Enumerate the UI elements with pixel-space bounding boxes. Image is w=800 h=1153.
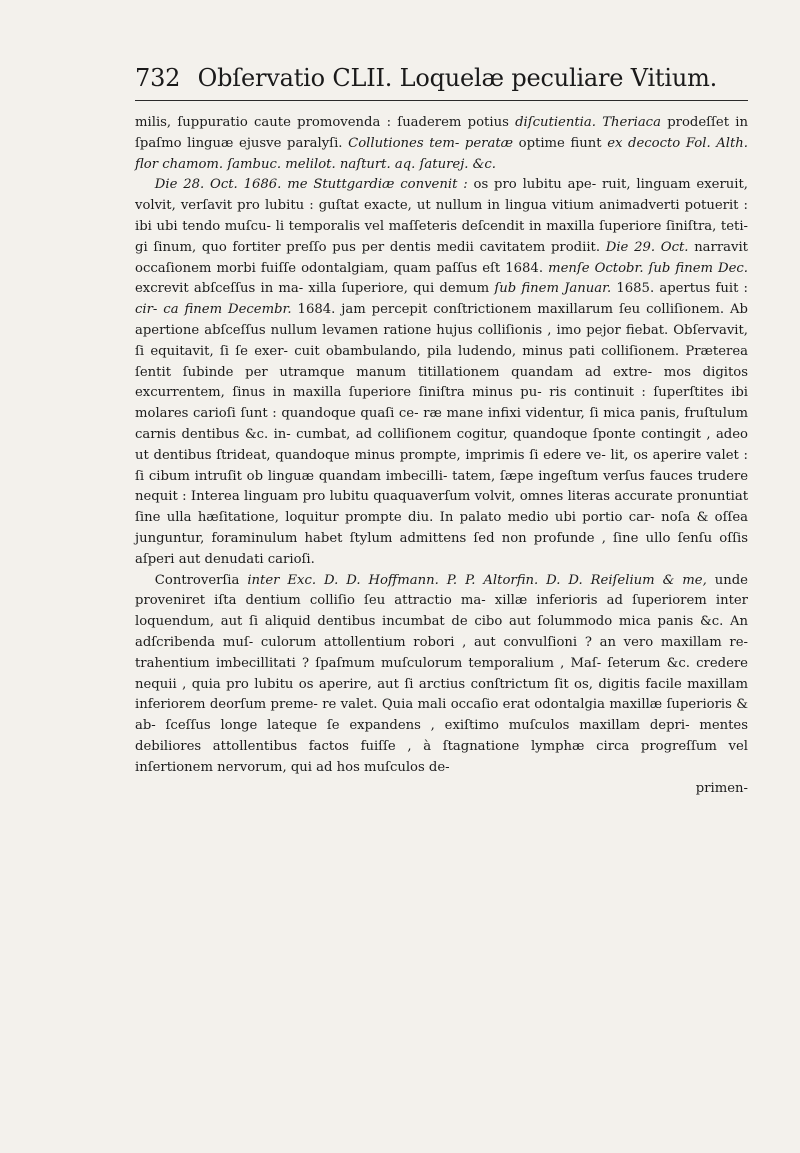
italic-text-run: Die 28. Oct. 1686. me Stuttgardiæ convenit : (154, 177, 468, 193)
paragraph-controversy (135, 571, 748, 779)
italic-text-run: ex decocto Fol. Alth. flor chamom. ſambuc. melilot. naſturt. aq. ſaturej. &c. (135, 135, 748, 172)
text-run: prodeſſet in ſpaſmo linguæ ejusve paralyſi. (135, 115, 748, 151)
italic-text-run: Die 29. Oct. (605, 239, 689, 255)
italic-text-run: menſe Octobr. ſub finem Dec. (548, 260, 748, 276)
running-title: Obſervatio CLII. Loquelæ peculiare Vitium. (197, 64, 718, 92)
catchword: primen- (695, 780, 748, 796)
italic-text-run: Collutiones tem- peratæ (348, 135, 514, 151)
italic-text-run: Theriaca (602, 115, 661, 130)
text-run: 1684. jam percepit conſtrictionem maxillarum ſeu colliſionem. Ab apertione abſceſſus nullum levamen ratione hujus colliſionis , imo pejor fiebat. Obſervavit, ſi equitavit, ſi ſe exer- cuit obambulando, pila ludendo, minus pati colliſionem. Præterea ſentit ſubinde per utramque manum titillationem quandam ad extre- mos digitos excurrentem, ſinus in maxilla ſuperiore ſiniſtra minus pu- ris continuit : ſuperſtites ibi molares carioſi ſunt : quandoque quaſi ce- ræ mane infixi videntur, ſi mica panis, fruſtulum carnis dentibus &c. in- cumbat, ad colliſionem cogitur, quandoque ſponte contingit , adeo ut dentibus ſtrideat, quandoque minus prompte, imprimis ſi edere ve- lit, os aperire valet : ſi cibum intruſit ob linguæ quandam imbecilli- tatem, ſæpe ingeſtum verſus fauces trudere nequit : Interea linguam pro lubitu quaquaverſum volvit, omnes literas accurate pronuntiat ſine ulla hæſitatione, loquitur prompte diu. In palato medio ubi portio car- noſa & oſſea junguntur, foraminulum habet ſtylum admittens ſed non profunde , ſine ullo ſenſu oſſis aſperi aut denudati carioſi. (135, 302, 748, 567)
text-run: narravit occaſionem morbi fuiſſe odontalgiam, quam paſſus eſt 1684. (135, 239, 748, 276)
page-number: 732 (135, 64, 181, 92)
text-run: Controverſia (154, 572, 248, 588)
text-run: os pro lubitu ape- ruit, linguam exeruit, volvit, verſavit pro lubitu : guſtat exacte, ut nullum in lingua vitium animadverti potuerit : ibi ubi tendo muſcu- li temporalis vel maſſeteris deſcendit in maxilla ſuperiore ſiniſtra, teti- gi ſinum, quo fortiter preſſo pus per dentis medii cavitatem prodiit. (135, 177, 748, 255)
text-run: optime fiunt (513, 135, 608, 151)
text-run: unde proveniret iſta dentium colliſio ſeu attractio ma- xillæ inferioris ad ſuperiorem inter loquendum, aut ſi aliquid dentibus incumbat de cibo aut ſolummodo mica panis &c. An adſcribenda muſ- culorum attollentium robori , aut convulſioni ? an vero maxillam re- trahentium imbecillitati ? ſpaſmum muſculorum temporalium , Maſ- ſeterum &c. credere nequii , quia pro lubitu os aperire, aut ſi arctius conſtrictum ſit os, digitis facile maxillam inferiorem deorſum preme- re valet. Quia mali occaſio erat odontalgia maxillæ ſuperioris & ab- ſceſſus longe lateque ſe expandens , exiſtimo muſculos maxillam depri- mentes debiliores attollentibus factos fuiſſe , à ſtagnatione lymphæ circa progreſſum vel inſertionem nervorum, qui ad hos muſculos de- (135, 572, 748, 775)
italic-text-run: ſub finem Januar. (494, 281, 612, 297)
text-run: 1685. apertus fuit : (611, 281, 749, 297)
running-header (135, 62, 748, 94)
text-run: milis, ſuppuratio caute promovenda : ſuaderem potius (135, 115, 516, 130)
text-run: excrevit abſceſſus in ma- xilla ſuperiore, qui demum (135, 281, 495, 297)
italic-text-run: inter Exc. D. D. Hoffmann. P. P. Altorfin. D. D. Reiſelium & me, (247, 572, 707, 588)
italic-text-run: diſcutientia. (515, 115, 596, 130)
paragraph-continuation (135, 113, 748, 175)
header-rule (135, 100, 748, 101)
paragraph-case-report (135, 175, 748, 570)
italic-text-run: cir- ca finem Decembr. (135, 302, 292, 318)
